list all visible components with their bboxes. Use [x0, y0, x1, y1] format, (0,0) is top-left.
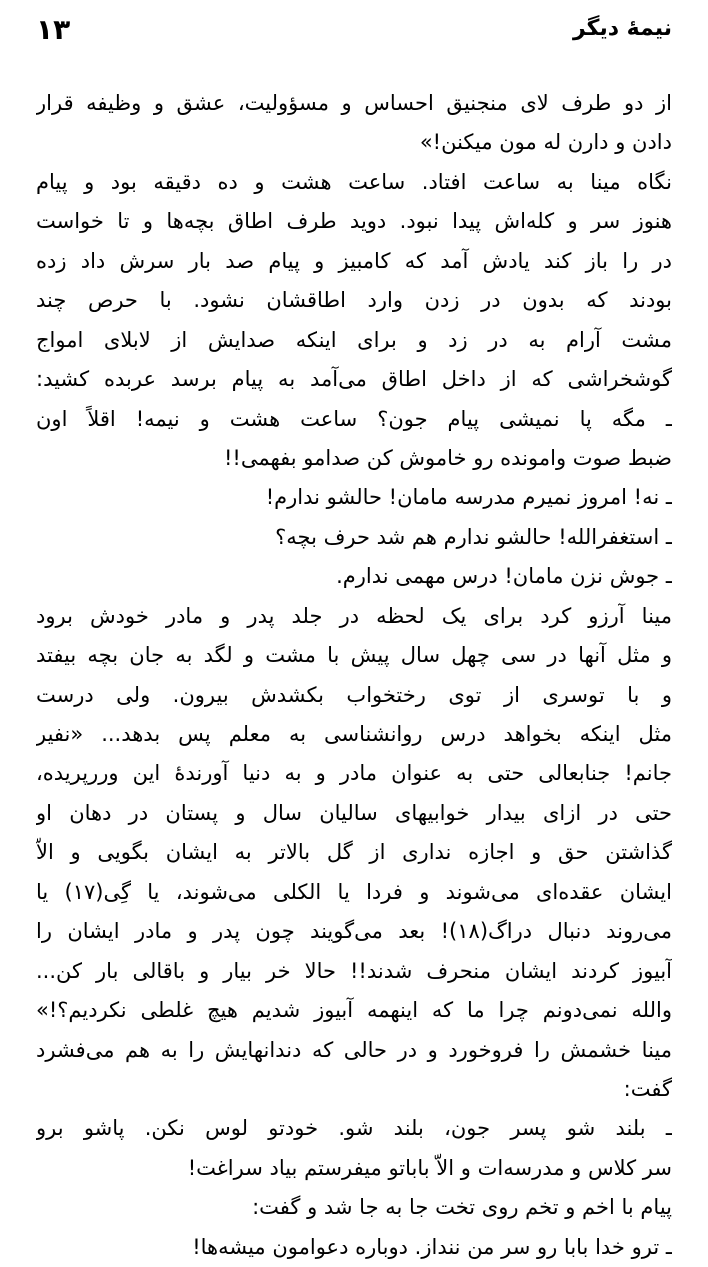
text-line: ـ جوش نزن مامان! درس مهمی ندارم. [336, 564, 672, 589]
text-line: سر کلاس و مدرسه‌ات و الاّ باباتو میفرستم بیاد سراغت! [187, 1155, 672, 1180]
text-line: و مثل آنها در سی چهل سال پیش با مشت و لگد به جان بچه بیفتد [36, 643, 672, 668]
text-line: دادن و دارن له مون میکنن!» [419, 130, 672, 155]
text-line: ـ استغفرالله! حالشو ندارم هم شد حرف بچه؟ [275, 524, 672, 549]
text-line: گفت: [623, 1076, 672, 1101]
text-line: ضبط صوت وامونده رو خاموش کن صدامو بفهمی!! [223, 445, 672, 470]
text-line: ایشان عقده‌ای می‌شوند و فردا یا الکلی می‌شوند، یا گِی(۱۷) یا [36, 879, 672, 904]
page-number: ۱۳ [36, 13, 71, 46]
text-line: گوشخراشی که از داخل اطاق می‌آمد به پیام برسد عربده کشید: [36, 367, 672, 392]
text-line: بودند که بدون در زدن وارد اطاقشان نشود. با حرص چند [36, 288, 672, 313]
text-line: حتی در ازای بیدار خوابیهای سالیان سال و پستان در دهان او [36, 800, 672, 825]
text-line: والله نمی‌دونم چرا ما که اینهمه آبیوز شدیم هیچ غلطی نکردیم؟!» [36, 998, 672, 1023]
text-line: و با توسری از توی رختخواب بکشدش بیرون. ولی درست [36, 682, 672, 707]
text-line: مثل اینکه بخواهد درس روانشناسی به معلم پس بدهد... «نفیر [36, 722, 672, 746]
text-line: ـ ترو خدا بابا رو سر من ننداز. دوباره دعوامون میشه‌ها! [192, 1234, 672, 1259]
text-line: ـ بلند شو پسر جون، بلند شو. خودتو لوس نکن. پاشو برو [36, 1116, 672, 1141]
text-line: جانم! جنابعالی حتی به عنوان مادر و به دنیا آورندهٔ این وررپریده، [36, 761, 672, 786]
text-line: مینا آرزو کرد برای یک لحظه در جلد پدر و مادر خودش برود [36, 603, 672, 628]
text-line: مینا خشمش را فروخورد و در حالی که دندانهایش را به هم می‌فشرد [36, 1037, 672, 1062]
text-line: گذاشتن حق و اجازه نداری از گل بالاتر به ایشان بگویی و الاّ [36, 840, 672, 865]
text-line: آبیوز کردند ایشان منحرف شدند!! حالا خر بیار و باقالی بار کن... [36, 958, 672, 983]
page-header [36, 13, 672, 56]
text-line: مشت آرام به در زد و برای اینکه صدایش از لابلای امواج [36, 327, 672, 352]
running-title: نیمهٔ دیگر [572, 16, 672, 41]
text-line: هنوز سر و کله‌اش پیدا نبود. دوید طرف اطاق بچه‌ها و تا خواست [36, 209, 672, 234]
text-line: می‌روند دنبال دراگ(۱۸)! بعد می‌گویند چون پدر و مادر ایشان را [36, 919, 672, 944]
text-line: پیام با اخم و تخم روی تخت جا به جا شد و گفت: [252, 1195, 672, 1220]
text-line: ـ مگه پا نمیشی پیام جون؟ ساعت هشت و نیمه! اقلاً اون [36, 406, 672, 431]
text-line: نگاه مینا به ساعت افتاد. ساعت هشت و ده دقیقه بود و پیام [36, 169, 672, 194]
text-line: ـ نه! امروز نمیرم مدرسه مامان! حالشو ندارم! [265, 485, 672, 510]
text-line: در را باز کند یادش آمد که کامبیز و پیام صد بار سرش داد زده [36, 248, 672, 273]
body-text [36, 84, 672, 1267]
text-line: از دو طرف لای منجنیق احساس و مسؤولیت، عشق و وظیفه قرار [36, 91, 672, 115]
